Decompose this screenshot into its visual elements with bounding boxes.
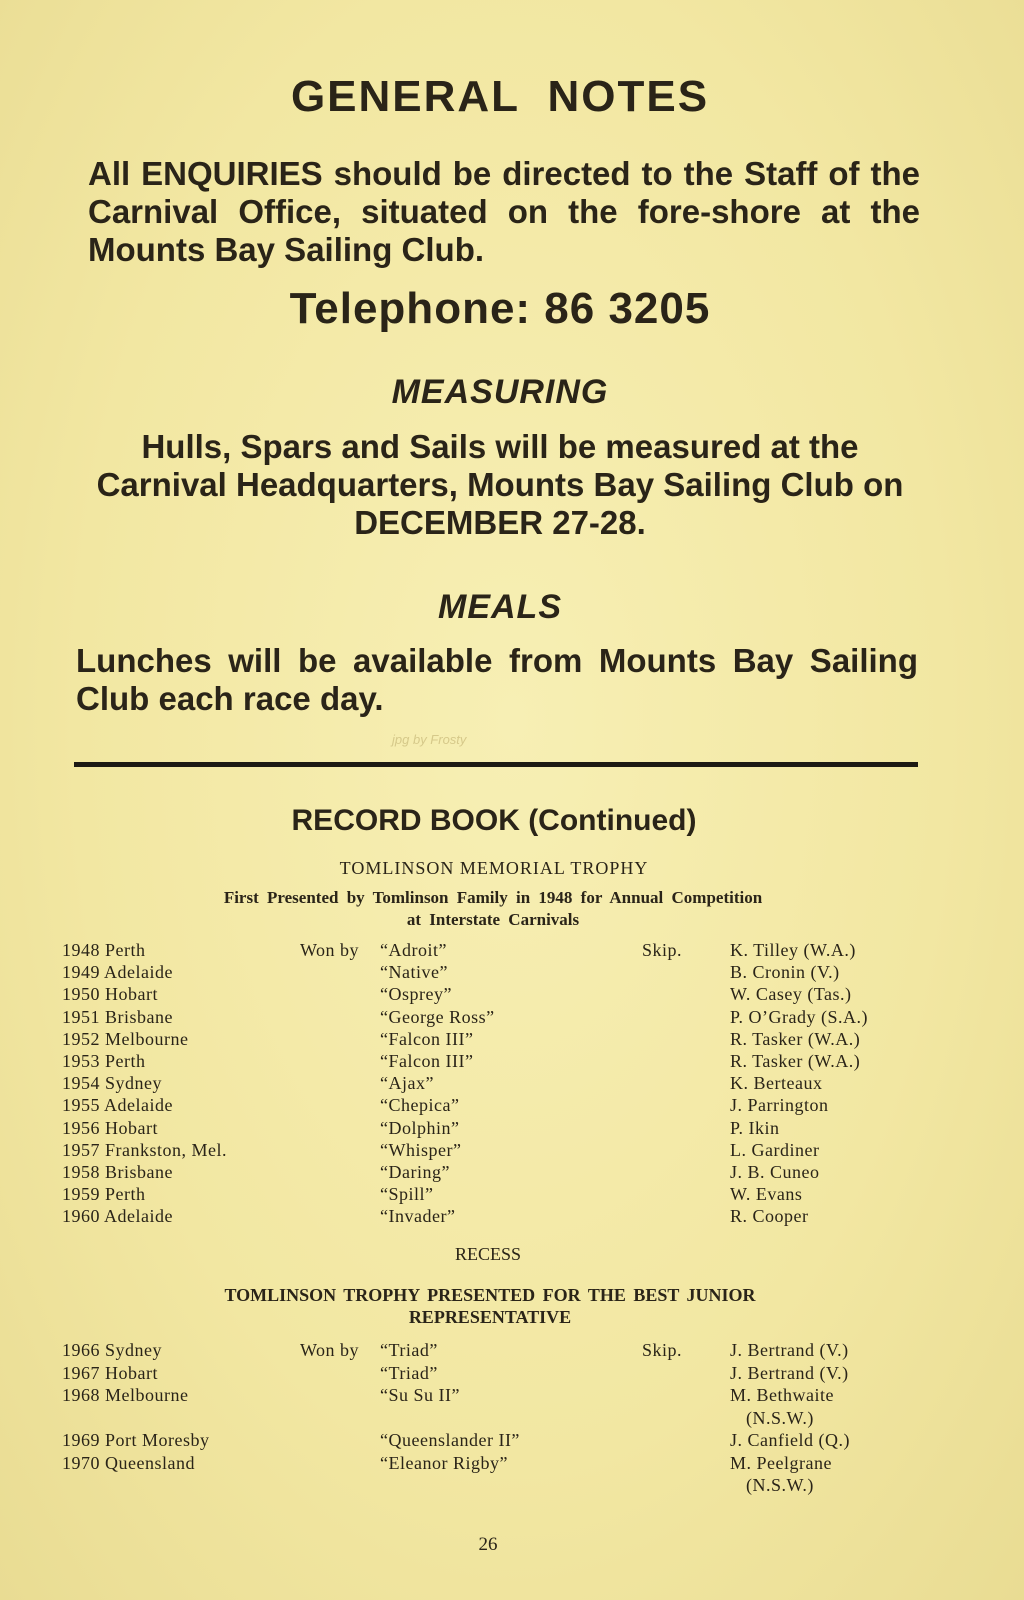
year-place-cell: 1948 Perth bbox=[62, 940, 146, 960]
measuring-heading: MEASURING bbox=[391, 373, 609, 411]
memorial-trophy-title: TOMLINSON MEMORIAL TROPHY bbox=[339, 858, 649, 878]
table-row bbox=[0, 1073, 1024, 1095]
skipper-cell: R. Cooper bbox=[730, 1206, 809, 1227]
skipper-cell: K. Tilley (W.A.) bbox=[730, 940, 856, 960]
year-place-cell: 1950 Hobart bbox=[62, 984, 158, 1005]
skipper-cell: R. Tasker (W.A.) bbox=[730, 1051, 861, 1071]
skip-label: Skip. bbox=[642, 1340, 683, 1360]
boat-cell: “Falcon III” bbox=[380, 1028, 474, 1049]
year-place-cell: 1960 Adelaide bbox=[62, 1206, 173, 1227]
boat-cell: “Native” bbox=[380, 962, 448, 983]
skipper-cell: M. Bethwaite bbox=[730, 1385, 834, 1405]
skipper-cell: J. B. Cuneo bbox=[730, 1162, 820, 1182]
subtitle-line: at Interstate Carnivals bbox=[406, 910, 580, 929]
skip-label: Skip. bbox=[642, 940, 683, 960]
skipper-cell-continued: (N.S.W.) bbox=[746, 1475, 814, 1495]
meals-heading: MEALS bbox=[438, 588, 562, 626]
year-place-cell: 1955 Adelaide bbox=[62, 1095, 173, 1116]
skipper-cell: J. Canfield (Q.) bbox=[730, 1430, 850, 1450]
table-row bbox=[0, 1453, 1024, 1475]
table-row bbox=[0, 1095, 1024, 1117]
year-place-cell: 1967 Hobart bbox=[62, 1362, 158, 1383]
boat-cell: “Triad” bbox=[380, 1362, 438, 1383]
table-row bbox=[0, 1007, 1024, 1029]
meals-paragraph: Lunches will be available from Mounts Bay Sailing Club each race day. bbox=[76, 642, 918, 717]
skipper-cell: P. O’Grady (S.A.) bbox=[730, 1006, 868, 1027]
boat-cell: “George Ross” bbox=[380, 1006, 495, 1027]
boat-cell: “Eleanor Rigby” bbox=[380, 1452, 508, 1473]
boat-cell: “Triad” bbox=[380, 1340, 438, 1360]
junior-title-line: REPRESENTATIVE bbox=[408, 1307, 572, 1327]
boat-cell: “Chepica” bbox=[380, 1095, 460, 1116]
enquiries-paragraph: All ENQUIRIES should be directed to the Staff of the Carnival Office, situated on the fore-shore at the Mounts Bay Sailing Club. bbox=[88, 155, 920, 268]
won-by-label: Won by bbox=[300, 1340, 360, 1360]
skipper-cell: L. Gardiner bbox=[730, 1139, 820, 1160]
telephone-line: Telephone: 86 3205 bbox=[289, 284, 711, 333]
boat-cell: “Daring” bbox=[380, 1162, 450, 1182]
watermark: jpg by Frosty bbox=[392, 732, 467, 747]
won-by-label: Won by bbox=[300, 940, 360, 960]
year-place-cell: 1957 Frankston, Mel. bbox=[62, 1139, 227, 1160]
year-place-cell: 1954 Sydney bbox=[62, 1073, 162, 1094]
skipper-cell: B. Cronin (V.) bbox=[730, 962, 840, 983]
year-place-cell: 1953 Perth bbox=[62, 1051, 146, 1071]
table-row bbox=[0, 1363, 1024, 1385]
section-divider bbox=[74, 762, 918, 767]
general-notes-heading: GENERAL NOTES bbox=[290, 72, 710, 121]
table-row bbox=[0, 1051, 1024, 1073]
boat-cell: “Falcon III” bbox=[380, 1051, 474, 1071]
year-place-cell: 1949 Adelaide bbox=[62, 962, 173, 983]
table-row bbox=[0, 1162, 1024, 1184]
year-place-cell: 1968 Melbourne bbox=[62, 1385, 189, 1405]
memorial-trophy-subtitle bbox=[134, 887, 852, 931]
measuring-paragraph: Hulls, Spars and Sails will be measured at the Carnival Headquarters, Mounts Bay Sailing Club on DECEMBER 27-28. bbox=[96, 428, 904, 541]
junior-title-line: TOMLINSON TROPHY PRESENTED FOR THE BEST JUNIOR bbox=[224, 1285, 756, 1305]
table-row-continuation bbox=[0, 1408, 1024, 1430]
boat-cell: “Osprey” bbox=[380, 984, 452, 1005]
skipper-cell: K. Berteaux bbox=[730, 1073, 823, 1094]
year-place-cell: 1970 Queensland bbox=[62, 1452, 195, 1473]
skipper-cell: P. Ikin bbox=[730, 1117, 780, 1138]
skipper-cell: M. Peelgrane bbox=[730, 1452, 832, 1473]
table-row bbox=[0, 1206, 1024, 1228]
boat-cell: “Invader” bbox=[380, 1206, 456, 1227]
year-place-cell: 1969 Port Moresby bbox=[62, 1430, 210, 1450]
table-row bbox=[0, 1430, 1024, 1452]
page-number: 26 bbox=[478, 1534, 498, 1555]
boat-cell: “Adroit” bbox=[380, 940, 447, 960]
table-row bbox=[0, 984, 1024, 1006]
skipper-cell: J. Bertrand (V.) bbox=[730, 1340, 849, 1360]
subtitle-line: First Presented by Tomlinson Family in 1948 for Annual Competition bbox=[223, 888, 763, 907]
junior-trophy-title bbox=[140, 1284, 840, 1328]
table-row bbox=[0, 1184, 1024, 1206]
year-place-cell: 1959 Perth bbox=[62, 1184, 146, 1205]
boat-cell: “Dolphin” bbox=[380, 1117, 460, 1138]
boat-cell: “Ajax” bbox=[380, 1073, 434, 1094]
boat-cell: “Queenslander II” bbox=[380, 1430, 520, 1450]
year-place-cell: 1951 Brisbane bbox=[62, 1006, 173, 1027]
record-book-heading: RECORD BOOK (Continued) bbox=[291, 804, 697, 837]
recess-label: RECESS bbox=[454, 1244, 522, 1264]
table-row bbox=[0, 1029, 1024, 1051]
year-place-cell: 1956 Hobart bbox=[62, 1117, 158, 1138]
table-row bbox=[0, 1385, 1024, 1407]
skipper-cell: W. Evans bbox=[730, 1184, 803, 1205]
skipper-cell: W. Casey (Tas.) bbox=[730, 984, 852, 1005]
table-row bbox=[0, 940, 1024, 962]
table-row bbox=[0, 1118, 1024, 1140]
year-place-cell: 1952 Melbourne bbox=[62, 1028, 189, 1049]
table-row bbox=[0, 962, 1024, 984]
skipper-cell: R. Tasker (W.A.) bbox=[730, 1028, 861, 1049]
boat-cell: “Su Su II” bbox=[380, 1385, 460, 1405]
year-place-cell: 1958 Brisbane bbox=[62, 1162, 173, 1182]
skipper-cell-continued: (N.S.W.) bbox=[746, 1407, 814, 1428]
boat-cell: “Spill” bbox=[380, 1184, 434, 1205]
table-row bbox=[0, 1140, 1024, 1162]
skipper-cell: J. Bertrand (V.) bbox=[730, 1362, 849, 1383]
year-place-cell: 1966 Sydney bbox=[62, 1340, 162, 1360]
table-row-continuation bbox=[0, 1475, 1024, 1497]
boat-cell: “Whisper” bbox=[380, 1139, 462, 1160]
table-row bbox=[0, 1340, 1024, 1362]
skipper-cell: J. Parrington bbox=[730, 1095, 829, 1116]
